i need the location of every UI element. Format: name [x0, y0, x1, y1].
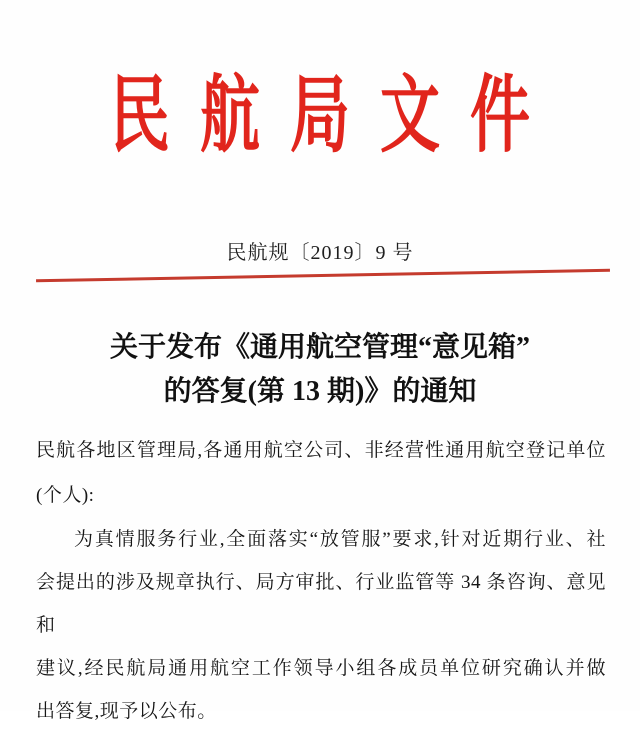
salutation-line1: 民航各地区管理局,各通用航空公司、非经营性通用航空登记单位: [36, 440, 606, 461]
paragraph-line: 建议,经民航局通用航空工作领导小组各成员单位研究确认并做: [36, 658, 606, 679]
body-paragraph: [36, 518, 606, 733]
salutation-line2: (个人):: [36, 485, 95, 506]
paragraph-line: 会提出的涉及规章执行、局方审批、行业监管等 34 条咨询、意见和: [36, 572, 606, 636]
paragraph-line: 为真情服务行业,全面落实“放管服”要求,针对近期行业、社: [74, 529, 606, 550]
notice-title-line1: 关于发布《通用航空管理“意见箱”: [109, 332, 530, 363]
agency-banner-title: 民航局文件: [110, 69, 560, 163]
salutation: [36, 428, 606, 518]
notice-title: [0, 326, 640, 414]
notice-title-line2: 的答复(第 13 期)》的通知: [163, 376, 477, 407]
document-number: 民航规〔2019〕9 号: [226, 242, 414, 264]
paragraph-line: 出答复,现予以公布。: [36, 701, 217, 722]
red-divider-line: [36, 269, 610, 283]
